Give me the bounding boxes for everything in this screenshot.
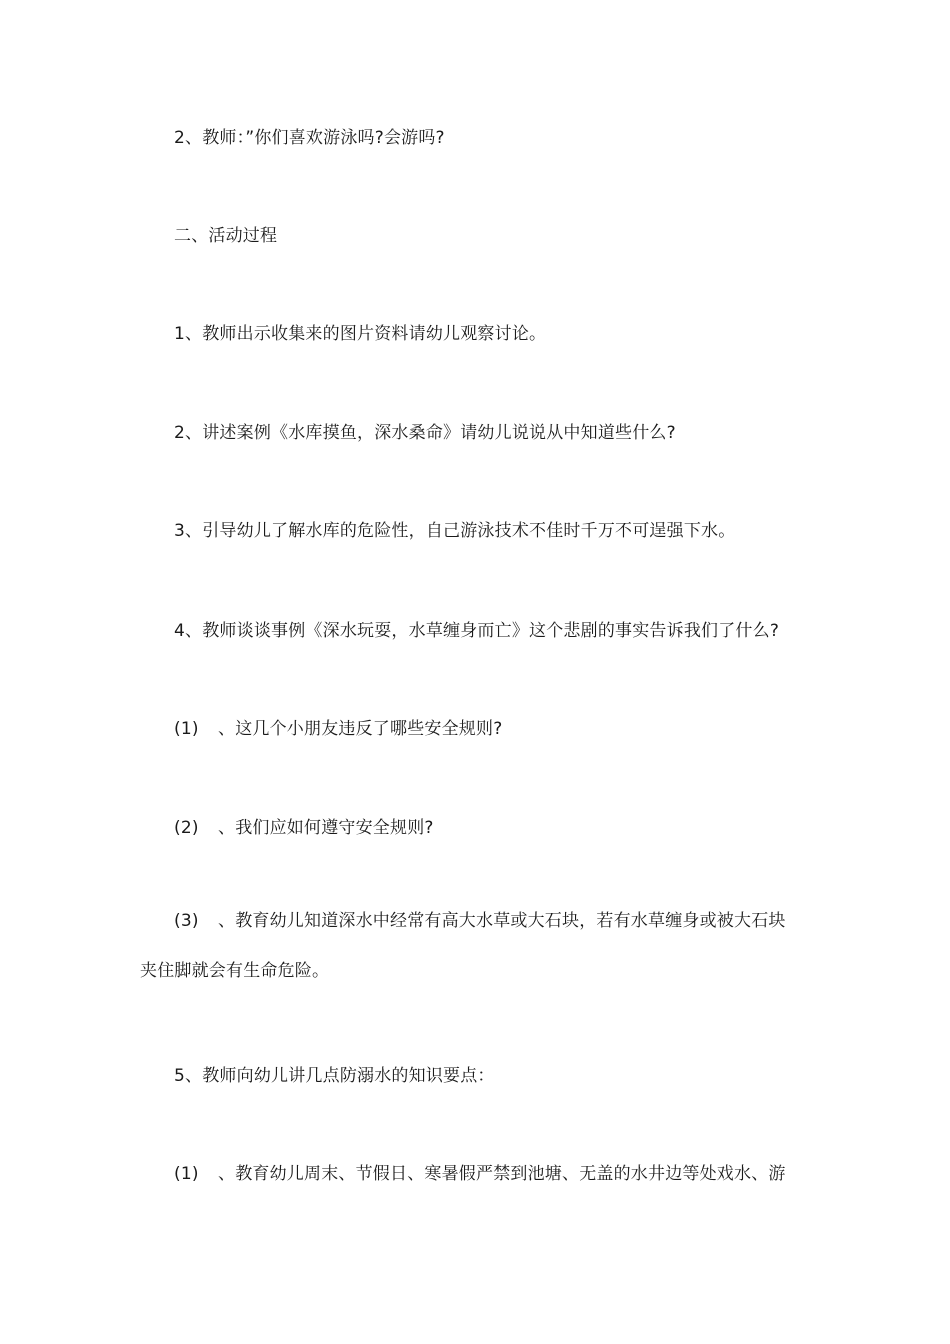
paragraph-step-2: 2、讲述案例《水库摸鱼，深水桑命》请幼儿说说从中知道些什么? [174, 423, 676, 443]
sub-item-3 [174, 910, 786, 932]
sub-item-3-continuation: 夹住脚就会有生命危险。 [140, 961, 330, 981]
sub-item-2 [174, 817, 434, 839]
paragraph-step-4: 4、教师谈谈事例《深水玩耍，水草缠身而亡》这个悲剧的事实告诉我们了什么? [174, 621, 780, 641]
sub-item-number: (3) [174, 911, 199, 931]
paragraph-step-5: 5、教师向幼儿讲几点防溺水的知识要点： [174, 1066, 495, 1086]
sub-item-text: 、我们应如何遵守安全规则? [218, 818, 434, 838]
sub-item-text: 、这几个小朋友违反了哪些安全规则? [218, 719, 503, 739]
paragraph-step-3: 3、引导幼儿了解水库的危险性，自己游泳技术不佳时千万不可逞强下水。 [174, 521, 736, 541]
section-heading: 二、活动过程 [174, 226, 278, 246]
sub-item-text: 、教育幼儿周末、节假日、寒暑假严禁到池塘、无盖的水井边等处戏水、游 [218, 1164, 786, 1184]
paragraph-question: 2、教师：”你们喜欢游泳吗?会游吗? [174, 128, 445, 148]
sub-item-number: (2) [174, 818, 199, 838]
sub-item-1 [174, 718, 502, 740]
sub-item-5-1 [174, 1163, 786, 1185]
sub-item-text: 、教育幼儿知道深水中经常有高大水草或大石块，若有水草缠身或被大石块 [218, 911, 786, 931]
sub-item-number: (1) [174, 719, 199, 739]
paragraph-step-1: 1、教师出示收集来的图片资料请幼儿观察讨论。 [174, 324, 547, 344]
sub-item-number: (1) [174, 1164, 199, 1184]
